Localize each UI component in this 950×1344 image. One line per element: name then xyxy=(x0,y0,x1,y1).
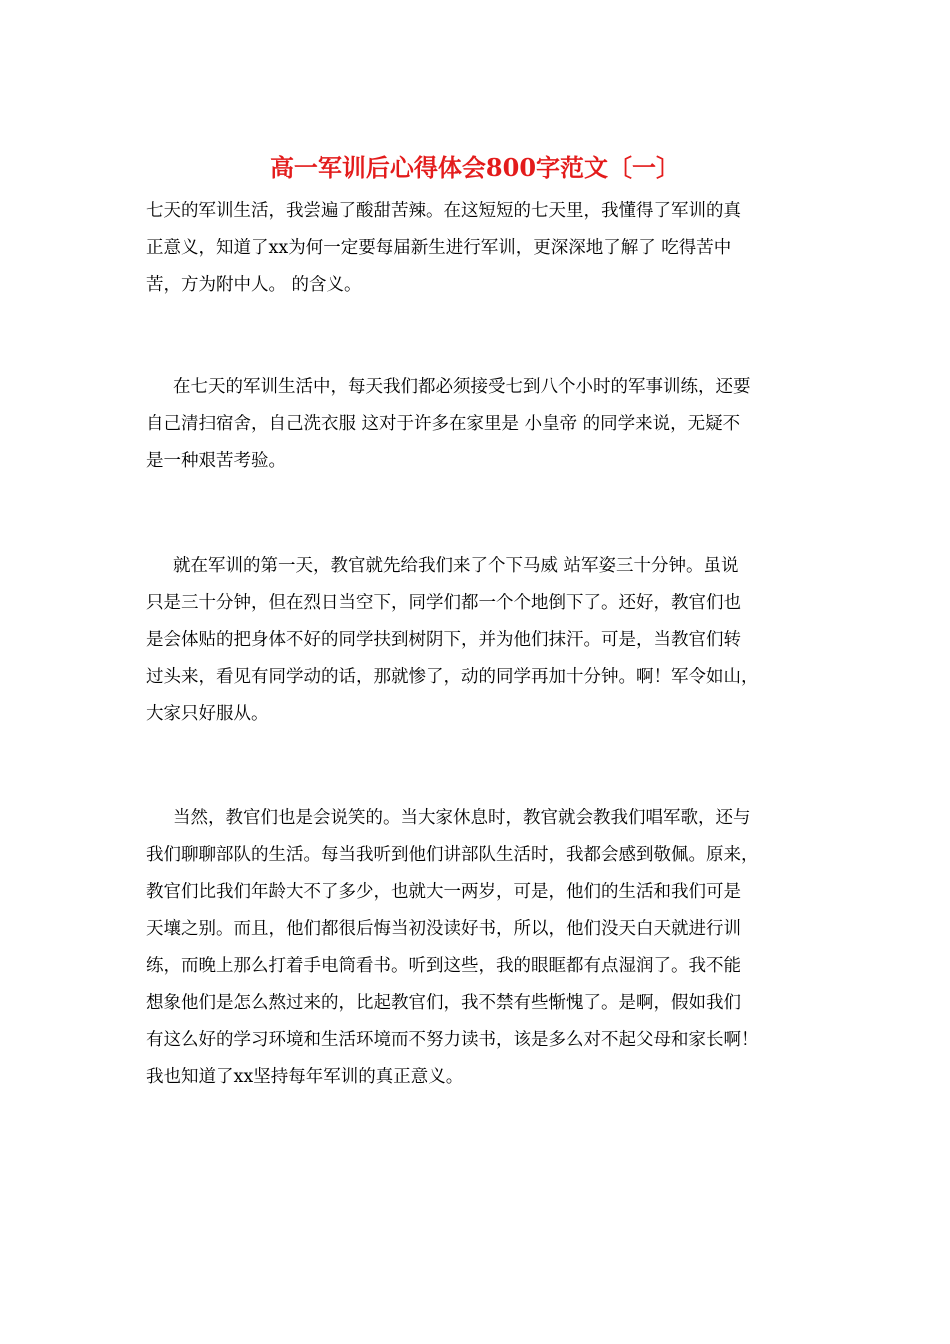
paragraph-4 xyxy=(146,800,806,1096)
paragraph-line: 就在军训的第一天，教官就先给我们来了个下马威 站军姿三十分钟。虽说 xyxy=(173,556,739,576)
paragraph-line: 过头来，看见有同学动的话，那就惨了，动的同学再加十分钟。啊！军令如山， xyxy=(146,667,759,687)
paragraph-line: 正意义，知道了xx为何一定要每届新生进行军训，更深深地了解了 吃得苦中 xyxy=(146,238,732,258)
paragraph-2 xyxy=(146,369,806,480)
paragraph-line: 有这么好的学习环境和生活环境而不努力读书，该是多么对不起父母和家长啊！ xyxy=(146,1030,759,1050)
paragraph-line: 我们聊聊部队的生活。每当我听到他们讲部队生活时，我都会感到敬佩。原来， xyxy=(146,845,759,865)
document-title: 高一军训后心得体会800字范文〔一〕 xyxy=(269,153,681,182)
paragraph-line: 自己清扫宿舍，自己洗衣服 这对于许多在家里是 小皇帝 的同学来说，无疑不 xyxy=(146,414,741,434)
paragraph-line: 天壤之别。而且，他们都很后悔当初没读好书，所以，他们没天白天就进行训 xyxy=(146,919,741,939)
paragraph-line: 想象他们是怎么熬过来的，比起教官们，我不禁有些惭愧了。是啊，假如我们 xyxy=(146,993,741,1013)
paragraph-line: 教官们比我们年龄大不了多少，也就大一两岁，可是，他们的生活和我们可是 xyxy=(146,882,741,902)
paragraph-line: 在七天的军训生活中，每天我们都必须接受七到八个小时的军事训练，还要 xyxy=(173,377,751,397)
paragraph-line: 练，而晚上那么打着手电筒看书。听到这些，我的眼眶都有点湿润了。我不能 xyxy=(146,956,741,976)
paragraph-line: 大家只好服从。 xyxy=(146,704,269,724)
paragraph-line: 是一种艰苦考验。 xyxy=(146,451,286,471)
paragraph-line: 我也知道了xx坚持每年军训的真正意义。 xyxy=(146,1067,464,1087)
paragraph-line: 只是三十分钟，但在烈日当空下，同学们都一个个地倒下了。还好，教官们也 xyxy=(146,593,741,613)
paragraph-line: 七天的军训生活，我尝遍了酸甜苦辣。在这短短的七天里，我懂得了军训的真 xyxy=(146,201,741,221)
paragraph-1 xyxy=(146,193,806,304)
paragraph-line: 当然，教官们也是会说笑的。当大家休息时，教官就会教我们唱军歌，还与 xyxy=(173,808,751,828)
paragraph-line: 是会体贴的把身体不好的同学扶到树阴下，并为他们抹汗。可是，当教官们转 xyxy=(146,630,741,650)
paragraph-3 xyxy=(146,548,806,733)
paragraph-line: 苦，方为附中人。 的含义。 xyxy=(146,275,362,295)
